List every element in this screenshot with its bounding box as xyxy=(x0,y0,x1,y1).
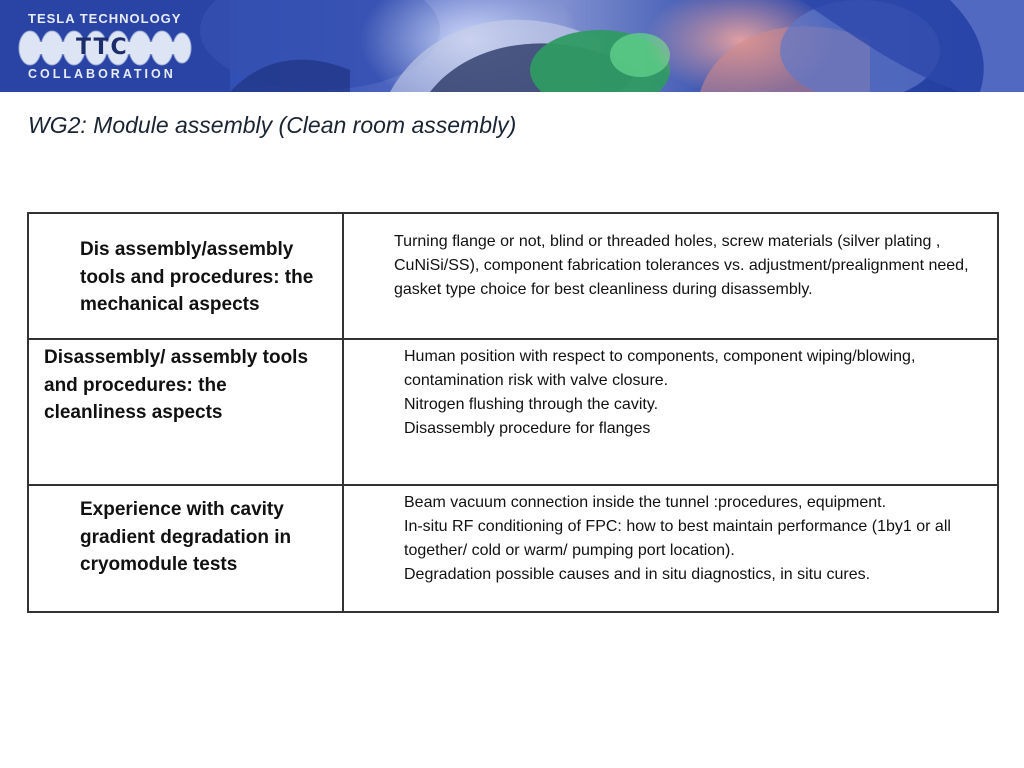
logo-ttc-text: TTC xyxy=(76,35,129,60)
ttc-logo xyxy=(10,8,200,86)
table-row xyxy=(28,339,998,485)
logo-bottom-text: COLLABORATION xyxy=(28,67,176,81)
header-banner xyxy=(0,0,1024,92)
row-label-cell xyxy=(28,339,343,485)
slide-title: WG2: Module assembly (Clean room assembly) xyxy=(28,112,517,138)
description-line: Nitrogen flushing through the cavity. xyxy=(404,396,659,413)
row-description-cell xyxy=(343,485,998,612)
row-description xyxy=(344,214,997,302)
description-line: Degradation possible causes and in situ diagnostics, in situ cures. xyxy=(404,566,871,583)
row-label-cell xyxy=(28,485,343,612)
logo-top-text: TESLA TECHNOLOGY xyxy=(28,11,182,26)
description-line: Disassembly procedure for flanges xyxy=(404,420,651,437)
row-description-cell xyxy=(343,339,998,485)
description-line: Human position with respect to components, component wiping/blowing, contamination risk with valve closure. xyxy=(404,348,916,389)
row-description xyxy=(344,340,997,441)
table-row xyxy=(28,485,998,612)
description-line: Turning flange or not, blind or threaded holes, screw materials (silver plating , CuNiSi/SS), component fabrication tolerances vs. adjustment/prealignment need, gasket type choice for best cleanliness during disassembly. xyxy=(394,233,969,298)
row-label: Dis assembly/assembly tools and procedures: the mechanical aspects xyxy=(80,239,314,315)
row-description xyxy=(344,486,997,587)
topics-table xyxy=(27,212,999,613)
description-line: Beam vacuum connection inside the tunnel :procedures, equipment. xyxy=(404,494,887,511)
row-label-cell xyxy=(28,213,343,339)
row-label: Experience with cavity gradient degradation in cryomodule tests xyxy=(80,499,292,575)
table-row xyxy=(28,213,998,339)
row-description-cell xyxy=(343,213,998,339)
description-line: In-situ RF conditioning of FPC: how to best maintain performance (1by1 or all together/ cold or warm/ pumping port location). xyxy=(404,518,951,559)
row-label: Disassembly/ assembly tools and procedures: the cleanliness aspects xyxy=(44,347,309,423)
